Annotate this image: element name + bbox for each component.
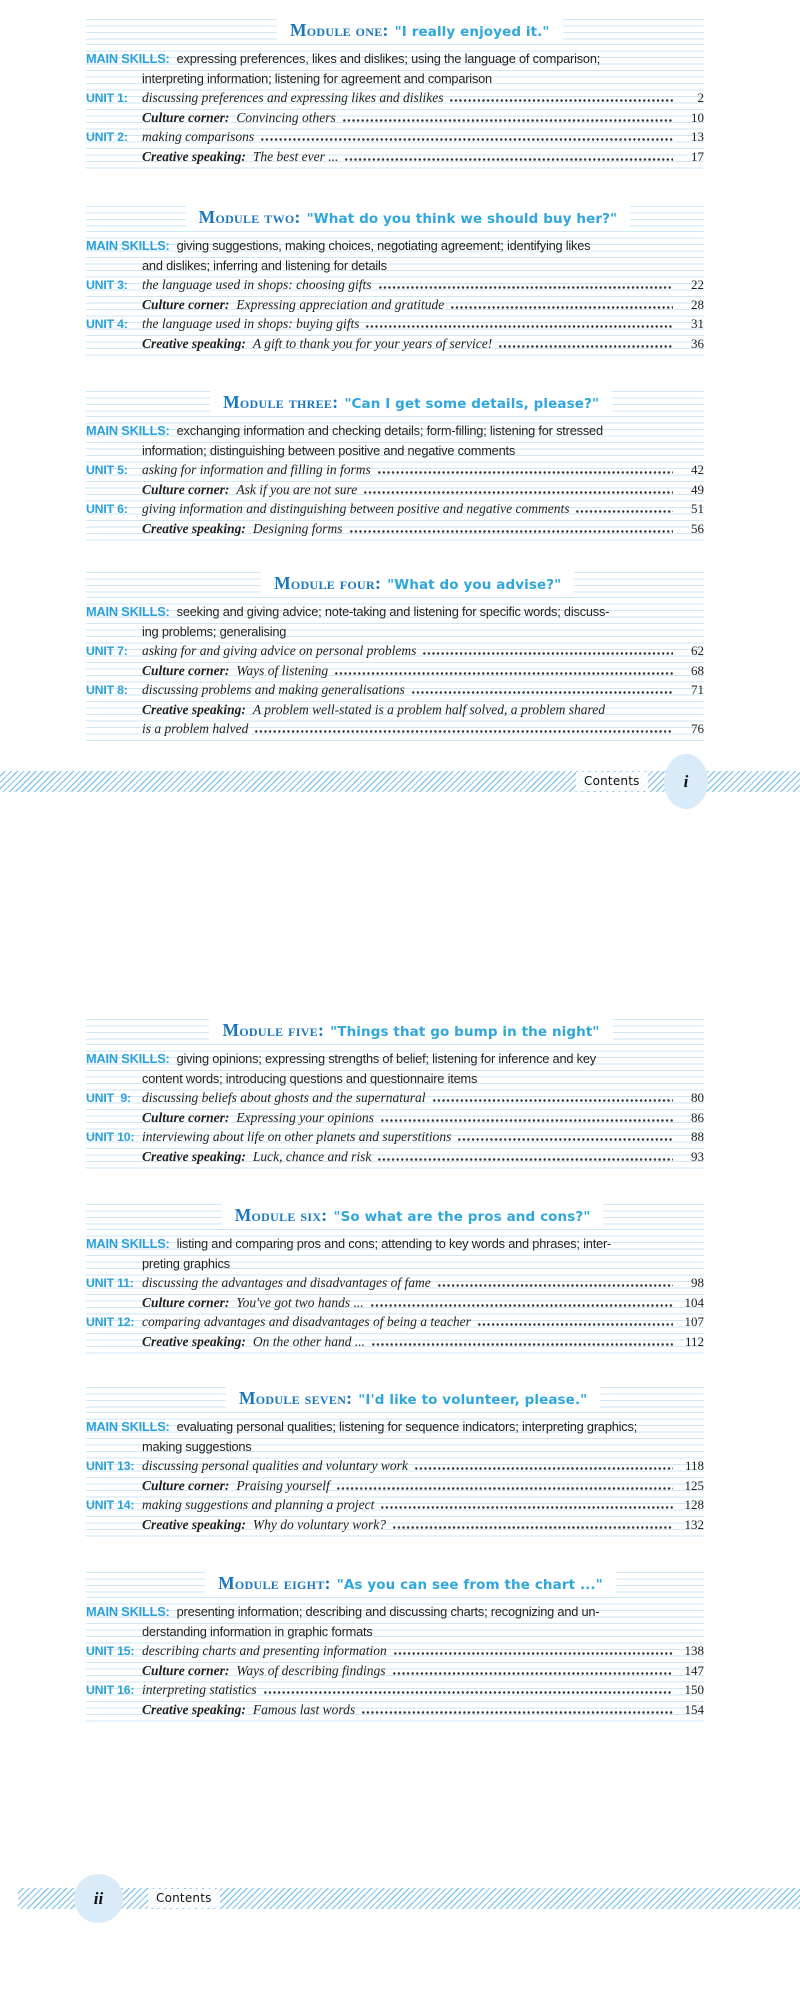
row-description: making comparisons bbox=[142, 129, 255, 144]
page-number: 107 bbox=[684, 1314, 704, 1329]
heading-rule-right bbox=[574, 572, 704, 595]
module-block bbox=[86, 1569, 704, 1723]
module-body bbox=[86, 231, 704, 357]
dot-leader bbox=[342, 108, 673, 128]
toc-entry bbox=[86, 499, 704, 519]
module-heading bbox=[86, 1384, 704, 1412]
toc-entry bbox=[86, 1088, 704, 1108]
page-number: 51 bbox=[691, 501, 704, 516]
row-prefix: Creative speaking: bbox=[142, 701, 246, 717]
toc-entry bbox=[86, 295, 704, 315]
page-number: 93 bbox=[691, 1148, 704, 1164]
toc-entry bbox=[86, 88, 704, 108]
row-description: The best ever ... bbox=[252, 148, 339, 164]
toc-entry bbox=[86, 519, 704, 539]
toc-entry bbox=[86, 1332, 704, 1352]
dot-leader bbox=[414, 1456, 673, 1476]
heading-rule-left bbox=[86, 572, 261, 595]
unit-label: UNIT 12: bbox=[86, 1315, 135, 1329]
row-prefix: Creative speaking: bbox=[142, 335, 246, 351]
main-skills-text: evaluating personal qualities; listening for sequence indicators; interpreting graphics; bbox=[176, 1419, 638, 1434]
toc-entry bbox=[86, 1476, 704, 1496]
module-quote: "I'd like to volunteer, please." bbox=[358, 1391, 588, 1408]
module-heading bbox=[86, 388, 704, 416]
main-skills-text: preting graphics bbox=[142, 1255, 230, 1271]
unit-label: UNIT 3: bbox=[86, 278, 128, 292]
heading-rule-right bbox=[612, 391, 704, 414]
dot-leader bbox=[450, 295, 673, 315]
heading-rule-right bbox=[616, 1572, 704, 1595]
dot-leader bbox=[260, 127, 673, 147]
module-heading bbox=[86, 16, 704, 44]
row-description: interviewing about life on other planets and superstitions bbox=[142, 1129, 452, 1144]
page-number: 128 bbox=[684, 1497, 704, 1512]
dot-leader bbox=[254, 719, 673, 739]
page-number: 28 bbox=[691, 296, 704, 312]
main-skills-label: MAIN SKILLS: bbox=[86, 1236, 170, 1251]
dot-leader bbox=[498, 334, 673, 354]
dot-leader bbox=[477, 1312, 673, 1332]
page-number: 17 bbox=[691, 148, 704, 164]
row-prefix: Creative speaking: bbox=[142, 1516, 246, 1532]
page-number: 154 bbox=[684, 1701, 704, 1717]
module-title bbox=[186, 207, 631, 228]
row-prefix: Creative speaking: bbox=[142, 1148, 246, 1164]
toc-entry bbox=[86, 314, 704, 334]
dot-leader bbox=[336, 1476, 673, 1496]
row-prefix: Creative speaking: bbox=[142, 1333, 246, 1349]
toc-entry bbox=[86, 1661, 704, 1681]
row-description: Designing forms bbox=[252, 520, 343, 536]
module-title bbox=[205, 1573, 616, 1594]
row-description: interpreting statistics bbox=[142, 1682, 257, 1697]
dot-leader bbox=[377, 460, 673, 480]
dot-leader bbox=[371, 1332, 673, 1352]
dot-leader bbox=[380, 1495, 673, 1515]
row-prefix: Culture corner: bbox=[142, 1109, 230, 1125]
module-quote: "As you can see from the chart ..." bbox=[336, 1576, 603, 1593]
page-number: 104 bbox=[684, 1294, 704, 1310]
row-description: Convincing others bbox=[236, 109, 336, 125]
dot-leader bbox=[380, 1108, 673, 1128]
main-skills-text: content words; introducing questions and questionnaire items bbox=[142, 1070, 478, 1086]
page-number: 132 bbox=[684, 1516, 704, 1532]
page-number: 49 bbox=[691, 481, 704, 497]
toc-entry bbox=[86, 1641, 704, 1661]
module-label: Module six: bbox=[234, 1204, 328, 1225]
dot-leader bbox=[437, 1273, 673, 1293]
page-number-badge: ii bbox=[74, 1874, 123, 1923]
row-description: the language used in shops: buying gifts bbox=[142, 316, 360, 331]
heading-rule-left bbox=[86, 1572, 205, 1595]
dot-leader bbox=[370, 1293, 673, 1313]
main-skills-text: presenting information; describing and discussing charts; recognizing and un- bbox=[176, 1604, 600, 1619]
main-skills-label: MAIN SKILLS: bbox=[86, 1419, 170, 1434]
unit-label: UNIT 7: bbox=[86, 644, 128, 658]
module-block bbox=[86, 1201, 704, 1355]
toc-entry bbox=[86, 1312, 704, 1332]
main-skills-text: information; distinguishing between positive and negative comments bbox=[142, 442, 516, 458]
row-description: describing charts and presenting information bbox=[142, 1643, 387, 1658]
module-title bbox=[209, 1020, 612, 1041]
page2-footer bbox=[18, 1888, 800, 1909]
page-number-badge: i bbox=[664, 754, 708, 809]
module-quote: "I really enjoyed it." bbox=[394, 23, 550, 40]
module-title bbox=[277, 20, 563, 41]
toc-entry bbox=[86, 719, 704, 739]
module-block bbox=[86, 1384, 704, 1538]
footer-contents-label: Contents bbox=[148, 1889, 220, 1908]
row-description: Ask if you are not sure bbox=[236, 481, 358, 497]
heading-rule-right bbox=[630, 206, 704, 229]
module-body bbox=[86, 1597, 704, 1723]
row-prefix: Culture corner: bbox=[142, 1294, 230, 1310]
row-description: Expressing your opinions bbox=[236, 1109, 374, 1125]
row-prefix: Creative speaking: bbox=[142, 1701, 246, 1717]
unit-label: UNIT 11: bbox=[86, 1276, 134, 1290]
toc-entry bbox=[86, 1273, 704, 1293]
dot-leader bbox=[334, 661, 673, 681]
module-quote: "What do you think we should buy her?" bbox=[306, 210, 618, 227]
row-prefix: Creative speaking: bbox=[142, 520, 246, 536]
dot-leader bbox=[363, 480, 673, 500]
heading-rule-left bbox=[86, 19, 277, 42]
toc-entry bbox=[86, 1147, 704, 1167]
dot-leader bbox=[611, 700, 673, 720]
page-number: 112 bbox=[684, 1333, 704, 1349]
unit-label: UNIT 14: bbox=[86, 1498, 135, 1512]
module-heading bbox=[86, 1016, 704, 1044]
unit-label: UNIT 10: bbox=[86, 1130, 135, 1144]
heading-rule-right bbox=[603, 1204, 704, 1227]
unit-label: UNIT 15: bbox=[86, 1644, 135, 1658]
toc-entry bbox=[86, 680, 704, 700]
unit-label: UNIT 5: bbox=[86, 463, 128, 477]
module-heading bbox=[86, 1569, 704, 1597]
heading-rule-left bbox=[86, 391, 210, 414]
row-prefix: Culture corner: bbox=[142, 296, 230, 312]
page-number: 118 bbox=[684, 1458, 704, 1473]
dot-leader bbox=[377, 1147, 673, 1167]
row-description: asking for and giving advice on personal problems bbox=[142, 643, 417, 658]
main-skills-text: giving opinions; expressing strengths of belief; listening for inference and key bbox=[176, 1051, 596, 1066]
row-description: discussing beliefs about ghosts and the supernatural bbox=[142, 1090, 426, 1105]
toc-entry bbox=[86, 1456, 704, 1476]
main-skills-line bbox=[86, 1602, 704, 1622]
toc-entry bbox=[86, 1680, 704, 1700]
dot-leader bbox=[422, 641, 673, 661]
page1-footer bbox=[0, 771, 800, 792]
main-skills-label: MAIN SKILLS: bbox=[86, 238, 170, 253]
footer-contents-label: Contents bbox=[576, 772, 648, 791]
page-number: 31 bbox=[691, 316, 704, 331]
unit-label: UNIT 16: bbox=[86, 1683, 135, 1697]
toc-entry bbox=[86, 147, 704, 167]
page-number: 22 bbox=[691, 277, 704, 292]
main-skills-label: MAIN SKILLS: bbox=[86, 51, 170, 66]
page-number: 125 bbox=[684, 1477, 704, 1493]
page-number: 150 bbox=[684, 1682, 704, 1697]
unit-label: UNIT 9: bbox=[86, 1091, 131, 1105]
dot-leader bbox=[411, 680, 673, 700]
module-body bbox=[86, 1044, 704, 1170]
page-number: 80 bbox=[691, 1090, 704, 1105]
main-skills-line bbox=[86, 602, 704, 622]
row-description: comparing advantages and disadvantages of being a teacher bbox=[142, 1314, 471, 1329]
page-number: 42 bbox=[691, 462, 704, 477]
dot-leader bbox=[393, 1641, 673, 1661]
main-skills-line bbox=[86, 1417, 704, 1437]
main-skills-text: listing and comparing pros and cons; attending to key words and phrases; inter- bbox=[176, 1236, 612, 1251]
module-label: Module seven: bbox=[238, 1387, 353, 1408]
toc-entry bbox=[86, 334, 704, 354]
row-description: discussing personal qualities and voluntary work bbox=[142, 1458, 408, 1473]
module-block bbox=[86, 569, 704, 743]
heading-rule-left bbox=[86, 1387, 226, 1410]
dot-leader bbox=[365, 314, 673, 334]
dot-leader bbox=[378, 275, 674, 295]
diagonal-stripes-band bbox=[18, 1888, 800, 1909]
row-description: Ways of listening bbox=[236, 662, 329, 678]
row-description: asking for information and filling in forms bbox=[142, 462, 371, 477]
page-number: 76 bbox=[691, 721, 704, 736]
unit-label: UNIT 8: bbox=[86, 683, 128, 697]
unit-label: UNIT 1: bbox=[86, 91, 128, 105]
toc-entry bbox=[86, 480, 704, 500]
heading-rule-right bbox=[563, 19, 704, 42]
page-number: 68 bbox=[691, 662, 704, 678]
toc-entry bbox=[86, 1293, 704, 1313]
toc-entry bbox=[86, 460, 704, 480]
row-description: A problem well-stated is a problem half solved, a problem shared bbox=[252, 701, 605, 717]
row-description: On the other hand ... bbox=[252, 1333, 365, 1349]
dot-leader bbox=[392, 1515, 673, 1535]
heading-rule-right bbox=[613, 1019, 704, 1042]
module-heading bbox=[86, 569, 704, 597]
module-quote: "What do you advise?" bbox=[387, 576, 562, 593]
module-block bbox=[86, 1016, 704, 1170]
heading-rule-left bbox=[86, 1019, 209, 1042]
row-prefix: Creative speaking: bbox=[142, 148, 246, 164]
module-body bbox=[86, 1412, 704, 1538]
row-description: You've got two hands ... bbox=[236, 1294, 364, 1310]
heading-rule-left bbox=[86, 206, 186, 229]
row-description: A gift to thank you for your years of service! bbox=[252, 335, 493, 351]
module-label: Module two: bbox=[198, 206, 301, 227]
heading-rule-right bbox=[600, 1387, 704, 1410]
unit-label: UNIT 13: bbox=[86, 1459, 135, 1473]
toc-entry bbox=[86, 1700, 704, 1720]
page-number: 98 bbox=[691, 1275, 704, 1290]
row-description: making suggestions and planning a project bbox=[142, 1497, 375, 1512]
module-label: Module one: bbox=[289, 19, 389, 40]
heading-rule-left bbox=[86, 1204, 222, 1227]
page-number: 62 bbox=[691, 643, 704, 658]
module-block bbox=[86, 388, 704, 542]
row-description: the language used in shops: choosing gifts bbox=[142, 277, 372, 292]
toc-entry bbox=[86, 1127, 704, 1147]
toc-entry bbox=[86, 1108, 704, 1128]
toc-entry bbox=[86, 700, 704, 720]
main-skills-text: exchanging information and checking details; form-filling; listening for stressed bbox=[176, 423, 603, 438]
dot-leader bbox=[344, 147, 673, 167]
main-skills-text: seeking and giving advice; note-taking and listening for specific words; discuss- bbox=[176, 604, 610, 619]
toc-entry bbox=[86, 275, 704, 295]
toc-entry bbox=[86, 1495, 704, 1515]
dot-leader bbox=[263, 1680, 673, 1700]
main-skills-line bbox=[86, 236, 704, 256]
main-skills-label: MAIN SKILLS: bbox=[86, 1051, 170, 1066]
main-skills-text: expressing preferences, likes and dislikes; using the language of comparison; bbox=[176, 51, 601, 66]
main-skills-text: ing problems; generalising bbox=[142, 623, 287, 639]
module-title bbox=[210, 392, 612, 413]
main-skills-line bbox=[86, 1234, 704, 1254]
module-heading bbox=[86, 1201, 704, 1229]
main-skills-text: derstanding information in graphic formats bbox=[142, 1623, 373, 1639]
toc-entry bbox=[86, 127, 704, 147]
page-number: 56 bbox=[691, 520, 704, 536]
unit-label: UNIT 4: bbox=[86, 317, 128, 331]
page-number: 2 bbox=[697, 90, 704, 105]
module-body bbox=[86, 1229, 704, 1355]
main-skills-line bbox=[86, 49, 704, 69]
dot-leader bbox=[575, 499, 673, 519]
toc-entry bbox=[86, 641, 704, 661]
module-title bbox=[226, 1388, 600, 1409]
page-number: 147 bbox=[684, 1662, 704, 1678]
dot-leader bbox=[432, 1088, 674, 1108]
unit-label: UNIT 2: bbox=[86, 130, 128, 144]
main-skills-text: making suggestions bbox=[142, 1438, 252, 1454]
module-quote: "Can I get some details, please?" bbox=[344, 395, 600, 412]
main-skills-label: MAIN SKILLS: bbox=[86, 604, 170, 619]
row-description: discussing preferences and expressing likes and dislikes bbox=[142, 90, 444, 105]
module-label: Module three: bbox=[223, 391, 339, 412]
page-number: 36 bbox=[691, 335, 704, 351]
row-description: is a problem halved bbox=[142, 721, 249, 736]
row-prefix: Culture corner: bbox=[142, 481, 230, 497]
module-body bbox=[86, 416, 704, 542]
page-number: 10 bbox=[691, 109, 704, 125]
module-body bbox=[86, 597, 704, 743]
toc-entry bbox=[86, 661, 704, 681]
dot-leader bbox=[449, 88, 673, 108]
page-number: 86 bbox=[691, 1109, 704, 1125]
toc-entry bbox=[86, 1515, 704, 1535]
main-skills-text: giving suggestions, making choices, negotiating agreement; identifying likes bbox=[176, 238, 591, 253]
dot-leader bbox=[457, 1127, 673, 1147]
main-skills-text: and dislikes; inferring and listening for details bbox=[142, 257, 387, 273]
module-label: Module four: bbox=[274, 572, 382, 593]
row-description: Luck, chance and risk bbox=[252, 1148, 372, 1164]
row-prefix: Culture corner: bbox=[142, 1477, 230, 1493]
module-block bbox=[86, 203, 704, 357]
row-description: giving information and distinguishing between positive and negative comments bbox=[142, 501, 570, 516]
row-prefix: Culture corner: bbox=[142, 109, 230, 125]
dot-leader bbox=[392, 1661, 673, 1681]
main-skills-line bbox=[86, 1049, 704, 1069]
row-description: discussing the advantages and disadvantages of fame bbox=[142, 1275, 431, 1290]
module-quote: "Things that go bump in the night" bbox=[330, 1023, 600, 1040]
page-number: 13 bbox=[691, 129, 704, 144]
page-number: 71 bbox=[691, 682, 704, 697]
module-heading bbox=[86, 203, 704, 231]
row-description: Expressing appreciation and gratitude bbox=[236, 296, 445, 312]
main-skills-label: MAIN SKILLS: bbox=[86, 423, 170, 438]
module-label: Module eight: bbox=[218, 1572, 331, 1593]
module-title bbox=[222, 1205, 604, 1226]
dot-leader bbox=[361, 1700, 673, 1720]
row-description: Famous last words bbox=[252, 1701, 356, 1717]
row-description: Ways of describing findings bbox=[236, 1662, 386, 1678]
module-title bbox=[261, 573, 574, 594]
row-description: Why do voluntary work? bbox=[252, 1516, 386, 1532]
main-skills-text: interpreting information; listening for agreement and comparison bbox=[142, 70, 492, 86]
module-block bbox=[86, 16, 704, 170]
row-prefix: Culture corner: bbox=[142, 662, 230, 678]
main-skills-label: MAIN SKILLS: bbox=[86, 1604, 170, 1619]
row-prefix: Culture corner: bbox=[142, 1662, 230, 1678]
module-body bbox=[86, 44, 704, 170]
page-number: 138 bbox=[684, 1643, 704, 1658]
module-label: Module five: bbox=[222, 1019, 325, 1040]
page-number: 88 bbox=[691, 1129, 704, 1144]
row-description: discussing problems and making generalisations bbox=[142, 682, 405, 697]
toc-entry bbox=[86, 108, 704, 128]
module-quote: "So what are the pros and cons?" bbox=[333, 1208, 591, 1225]
unit-label: UNIT 6: bbox=[86, 502, 128, 516]
main-skills-line bbox=[86, 421, 704, 441]
row-description: Praising yourself bbox=[236, 1477, 330, 1493]
dot-leader bbox=[349, 519, 673, 539]
